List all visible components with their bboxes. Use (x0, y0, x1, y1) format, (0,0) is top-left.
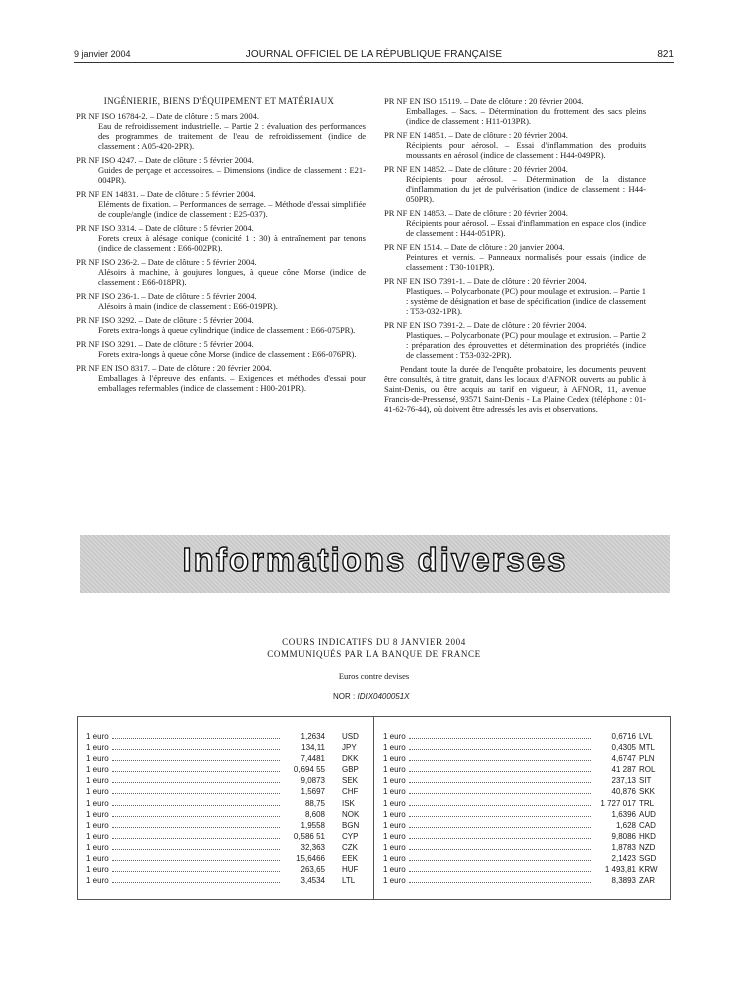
right-column (384, 96, 646, 414)
rate-value: 1,628 (615, 820, 636, 830)
rate-label: 1 euro (86, 787, 109, 797)
rate-row (383, 743, 663, 754)
rate-label: 1 euro (383, 787, 406, 797)
entry-description: Emballages à l'épreuve des enfants. – Exigences et méthodes d'essai pour emballages refermables (indice de classement : H00-201PR). (98, 373, 366, 393)
dot-leader (409, 849, 591, 850)
table-divider (373, 717, 374, 899)
entry-reference: PR NF EN 14853. – Date de clôture : 20 février 2004. (384, 208, 568, 218)
rate-value: 15,6466 (296, 854, 325, 864)
currency-code: NOK (342, 809, 360, 819)
rate-row (383, 821, 663, 832)
currency-code: LTL (342, 876, 356, 886)
rate-row (86, 799, 366, 810)
rate-row (383, 854, 663, 865)
rate-label: 1 euro (86, 865, 109, 875)
currency-code: ISK (342, 798, 355, 808)
entry-description: Forets creux à alésage conique (conicité 1 : 30) à entraînement par tenons (indice de classement : E66-002PR). (98, 233, 366, 253)
rate-row (86, 843, 366, 854)
header-date: 9 janvier 2004 (74, 49, 131, 59)
currency-code: SEK (342, 776, 359, 786)
currency-code: CHF (342, 787, 359, 797)
euros-contre-devises: Euros contre devises (338, 671, 410, 681)
dot-leader (112, 782, 280, 783)
right-entries (384, 96, 646, 360)
rate-value: 0,694 55 (293, 765, 325, 775)
currency-code: CAD (639, 820, 656, 830)
currency-code: SIT (639, 776, 652, 786)
rate-value: 1 493,81 (604, 865, 636, 875)
rate-value: 41 287 (611, 765, 636, 775)
currency-code: SGD (639, 854, 657, 864)
rate-value: 3,4534 (300, 876, 325, 886)
rate-row (86, 765, 366, 776)
header-rule (74, 62, 674, 63)
entry-reference: PR NF EN 14831. – Date de clôture : 5 février 2004. (76, 189, 256, 199)
currency-code: LVL (639, 732, 653, 741)
rate-value: 237,13 (611, 776, 636, 786)
entry-reference: PR NF ISO 236-1. – Date de clôture : 5 février 2004. (76, 291, 257, 301)
dot-leader (112, 882, 280, 883)
rate-row (383, 810, 663, 821)
currency-code: EEK (342, 854, 359, 864)
rate-value: 0,586 51 (293, 831, 325, 841)
dot-leader (112, 793, 280, 794)
page-header (74, 49, 674, 63)
rate-label: 1 euro (86, 876, 109, 886)
standard-entry (76, 339, 366, 359)
rate-value: 1,6396 (611, 809, 636, 819)
currency-code: PLN (639, 754, 655, 764)
rate-row (86, 810, 366, 821)
left-entries (76, 111, 366, 393)
standard-entry (384, 208, 646, 238)
standard-entry (76, 315, 366, 335)
rate-label: 1 euro (86, 831, 109, 841)
rate-value: 1 727 017 (600, 798, 636, 808)
journal-title: JOURNAL OFFICIEL DE LA RÉPUBLIQUE FRANÇAISE (245, 49, 503, 60)
rate-label: 1 euro (383, 765, 406, 775)
nor-code: IDIX0400051X (357, 692, 410, 701)
entry-description: Eau de refroidissement industrielle. – Partie 2 : évaluation des performances des programmes de traitement de l'eau de refroidissement (indice de classement : A05-420-2PR). (98, 121, 366, 151)
rate-value: 9,8086 (611, 831, 636, 841)
entry-reference: PR NF ISO 16784-2. – Date de clôture : 5 mars 2004. (76, 111, 259, 121)
banner-title: Informations diverses (182, 541, 568, 578)
rate-label: 1 euro (383, 776, 406, 786)
rate-row (383, 876, 663, 887)
entry-reference: PR NF EN ISO 8317. – Date de clôture : 20 février 2004. (76, 363, 272, 373)
rate-label: 1 euro (383, 743, 406, 753)
dot-leader (409, 816, 591, 817)
entry-description: Eléments de fixation. – Performances de serrage. – Méthode d'essai simplifiée de couple/angle (indice de classement : E25-037). (98, 199, 366, 219)
entry-reference: PR NF ISO 236-2. – Date de clôture : 5 février 2004. (76, 257, 257, 267)
rate-row (383, 776, 663, 787)
rate-label: 1 euro (86, 854, 109, 864)
rate-row (86, 732, 366, 743)
standard-entry (76, 189, 366, 219)
entry-reference: PR NF ISO 3314. – Date de clôture : 5 février 2004. (76, 223, 254, 233)
standard-entry (384, 96, 646, 126)
standard-entry (384, 164, 646, 204)
dot-leader (112, 816, 280, 817)
entry-reference: PR NF EN 1514. – Date de clôture : 20 janvier 2004. (384, 242, 565, 252)
currency-code: HKD (639, 831, 656, 841)
rate-value: 9,0873 (300, 776, 325, 786)
standard-entry (384, 320, 646, 360)
nor-reference (333, 692, 410, 701)
currency-code: DKK (342, 754, 359, 764)
dot-leader (112, 805, 280, 806)
currency-code: MTL (639, 743, 655, 753)
rate-value: 2,1423 (611, 854, 636, 864)
left-column (76, 96, 366, 397)
rate-label: 1 euro (383, 831, 406, 841)
rate-label: 1 euro (86, 776, 109, 786)
rate-value: 8,3893 (611, 876, 636, 886)
rate-label: 1 euro (383, 842, 406, 852)
currency-code: USD (342, 732, 359, 741)
entry-reference: PR NF ISO 4247. – Date de clôture : 5 février 2004. (76, 155, 254, 165)
cours-subtitle: COMMUNIQUÉS PAR LA BANQUE DE FRANCE (267, 649, 481, 659)
entry-reference: PR NF EN ISO 15119. – Date de clôture : 20 février 2004. (384, 96, 584, 106)
currency-code: AUD (639, 809, 656, 819)
currency-code: BGN (342, 820, 360, 830)
currency-code: JPY (342, 743, 357, 753)
entry-description: Forets extra-longs à queue cylindrique (indice de classement : E66-075PR). (98, 325, 356, 335)
currency-code: CYP (342, 831, 359, 841)
currency-code: NZD (639, 842, 656, 852)
rate-label: 1 euro (86, 842, 109, 852)
dot-leader (409, 882, 591, 883)
rate-label: 1 euro (86, 765, 109, 775)
entry-reference: PR NF EN 14851. – Date de clôture : 20 février 2004. (384, 130, 568, 140)
entry-description: Récipients pour aérosol. – Détermination de la distance d'inflammation du jet de pulvérisation (indice de classement : H44-050PR). (406, 174, 646, 204)
rate-row (383, 754, 663, 765)
rate-row (383, 799, 663, 810)
standard-entry (76, 111, 366, 151)
dot-leader (112, 849, 280, 850)
rate-label: 1 euro (86, 754, 109, 764)
rate-row (86, 854, 366, 865)
rate-label: 1 euro (86, 798, 109, 808)
rate-row (86, 743, 366, 754)
standard-entry (384, 276, 646, 316)
dot-leader (112, 738, 280, 739)
dot-leader (409, 871, 591, 872)
rate-value: 0,6716 (611, 732, 636, 741)
currency-code: ROL (639, 765, 656, 775)
currency-code: TRL (639, 798, 655, 808)
rate-value: 1,8783 (611, 842, 636, 852)
banner (80, 535, 670, 593)
rate-row (86, 787, 366, 798)
standard-entry (76, 257, 366, 287)
rate-label: 1 euro (383, 865, 406, 875)
entry-description: Emballages. – Sacs. – Détermination du frottement des sacs pleins (indice de classement : H11-013PR). (406, 106, 646, 126)
rate-row (86, 832, 366, 843)
entry-reference: PR NF ISO 3291. – Date de clôture : 5 février 2004. (76, 339, 254, 349)
dot-leader (112, 771, 280, 772)
entry-description: Alésoirs à machine, à goujures longues, à queue cône Morse (indice de classement : E66-018PR). (98, 267, 366, 287)
dot-leader (409, 805, 591, 806)
rate-row (86, 776, 366, 787)
currency-code: CZK (342, 842, 358, 852)
dot-leader (112, 860, 280, 861)
rate-value: 134,11 (301, 743, 325, 753)
entry-reference: PR NF EN 14852. – Date de clôture : 20 février 2004. (384, 164, 568, 174)
rate-value: 4,6747 (611, 754, 636, 764)
dot-leader (409, 793, 591, 794)
rate-label: 1 euro (383, 809, 406, 819)
dot-leader (112, 760, 280, 761)
currency-code: ZAR (639, 876, 655, 886)
rate-label: 1 euro (383, 854, 406, 864)
rate-row (383, 787, 663, 798)
rate-label: 1 euro (383, 820, 406, 830)
standard-entry (76, 223, 366, 253)
rate-label: 1 euro (383, 732, 406, 741)
dot-leader (409, 738, 591, 739)
rate-row (383, 865, 663, 876)
dot-leader (112, 838, 280, 839)
rate-value: 263,65 (300, 865, 325, 875)
rate-label: 1 euro (86, 743, 109, 753)
standard-entry (76, 155, 366, 185)
cours-title: COURS INDICATIFS DU 8 JANVIER 2004 (282, 637, 466, 647)
currency-code: GBP (342, 765, 359, 775)
rate-label: 1 euro (86, 820, 109, 830)
entry-description: Récipients pour aérosol. – Essai d'inflammation en espace clos (indice de classement : H44-051PR). (406, 218, 646, 238)
rate-value: 7,4481 (300, 754, 325, 764)
rate-label: 1 euro (383, 798, 406, 808)
fx-right-column (383, 732, 663, 887)
rate-row (86, 754, 366, 765)
entry-description: Plastiques. – Polycarbonate (PC) pour moulage et extrusion. – Partie 2 : préparation des éprouvettes et détermination des propriétés (indice de classement : T53-032-2PR). (406, 330, 646, 360)
dot-leader (409, 827, 591, 828)
rate-value: 1,9558 (300, 820, 325, 830)
standard-entry (76, 363, 366, 393)
entry-reference: PR NF EN ISO 7391-1. – Date de clôture : 20 février 2004. (384, 276, 587, 286)
rate-row (86, 821, 366, 832)
rate-label: 1 euro (86, 732, 109, 741)
dot-leader (409, 860, 591, 861)
currency-code: KRW (639, 865, 658, 875)
entry-description: Peintures et vernis. – Panneaux normalisés pour essais (indice de classement : T30-101PR). (406, 252, 646, 272)
dot-leader (409, 838, 591, 839)
page-number: 821 (657, 49, 674, 60)
rate-value: 32,363 (300, 842, 325, 852)
rate-value: 88,75 (304, 798, 325, 808)
rate-row (383, 843, 663, 854)
entry-description: Forets extra-longs à queue cône Morse (indice de classement : E66-076PR). (98, 349, 357, 359)
rate-value: 40,876 (611, 787, 636, 797)
dot-leader (409, 771, 591, 772)
standard-entry (384, 242, 646, 272)
dot-leader (409, 749, 591, 750)
standard-entry (384, 130, 646, 160)
rate-label: 1 euro (383, 754, 406, 764)
rate-value: 0,4305 (611, 743, 636, 753)
exchange-rate-table (77, 716, 671, 900)
rate-value: 1,5697 (300, 787, 325, 797)
rate-row (383, 732, 663, 743)
rate-value: 1,2634 (300, 732, 325, 741)
dot-leader (112, 749, 280, 750)
dot-leader (409, 760, 591, 761)
nor-label: NOR : (333, 692, 356, 701)
standard-entry (76, 291, 366, 311)
entry-description: Plastiques. – Polycarbonate (PC) pour moulage et extrusion. – Partie 1 : système de désignation et base de spécification (indice de classement : T53-032-1PR). (406, 286, 646, 316)
rate-row (86, 876, 366, 887)
entry-description: Guides de perçage et accessoires. – Dimensions (indice de classement : E21-004PR). (98, 165, 366, 185)
dot-leader (409, 782, 591, 783)
currency-code: HUF (342, 865, 359, 875)
dot-leader (112, 827, 280, 828)
entry-description: Récipients pour aérosol. – Essai d'inflammation des produits moussants en aérosol (indice de classement : H44-049PR). (406, 140, 646, 160)
closing-note: Pendant toute la durée de l'enquête probatoire, les documents peuvent être consultés, à titre gratuit, dans les locaux d'AFNOR ouverts au public à Saint-Denis, ou être acquis au tarif en vigueur, à AFNOR, 11, avenue Francis-de-Pressensé, 93571 Saint-Denis - La Plaine Cedex (téléphone : 01-41-62-76-44), où doivent être adressés les avis et observations. (384, 364, 646, 414)
rate-value: 8,608 (304, 809, 325, 819)
rate-row (383, 832, 663, 843)
dot-leader (112, 871, 280, 872)
rate-label: 1 euro (383, 876, 406, 886)
section-title: INGÉNIERIE, BIENS D'ÉQUIPEMENT ET MATÉRIAUX (103, 96, 335, 106)
rate-row (86, 865, 366, 876)
rate-label: 1 euro (86, 809, 109, 819)
currency-code: SKK (639, 787, 656, 797)
rate-row (383, 765, 663, 776)
entry-description: Alésoirs à main (indice de classement : E66-019PR). (98, 301, 278, 311)
fx-left-column (86, 732, 366, 887)
entry-reference: PR NF EN ISO 7391-2. – Date de clôture : 20 février 2004. (384, 320, 587, 330)
entry-reference: PR NF ISO 3292. – Date de clôture : 5 février 2004. (76, 315, 254, 325)
